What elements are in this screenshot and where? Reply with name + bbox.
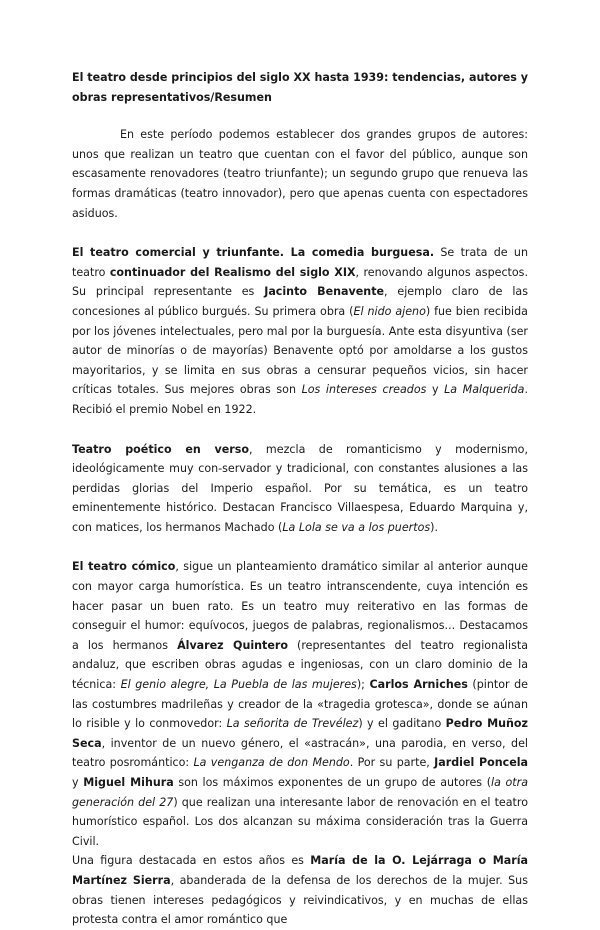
author-arniches: Carlos Arniches [369,678,468,692]
poetico-heading: Teatro poético en verso [72,442,249,456]
work-senorita-trevelez: La señorita de Trevélez [226,717,359,731]
work-la-malquerida: La Malquerida [444,383,525,397]
author-alvarez-quintero: Álvarez Quintero [177,638,288,652]
author-munoz-seca: Pedro Muñoz Seca [72,717,528,750]
comico-heading: El teatro cómico [72,560,176,574]
author-mihura: Miguel Mihura [83,776,174,789]
work-venganza-don-mendo: La venganza de don Mendo [193,756,350,770]
realismo-term: continuador del Realismo del siglo XIX [109,265,356,279]
author-benavente: Jacinto Benavente [264,285,385,299]
comercial-paragraph: El teatro comercial y triunfante. La comedia burguesa. Se trata de un teatro continuador del Realismo del siglo XIX, renovando algunos aspectos. Su principal representante es Jacinto Benavente, ejemplo claro de las concesiones al público burgués. Su primera obra (El nido ajeno) fue bien recibida por los jóvenes intelectuales, pero mal por la burguesía. Ante esta disyuntiva (ser autor de minorías o de mayorías) Benavente optó por amoldarse a los gustos mayoritarios, y se limita en sus obras a censurar pequeños vicios, sin hacer críticas totales. Sus mejores obras son Los intereses creados y La Malquerida. Recibió el premio Nobel en 1922. [72,246,528,416]
author-jardiel-poncela: Jardiel Poncela [434,756,529,770]
work-la-lola: La Lola se va a los puertos [282,520,431,534]
term-otra-generacion: la otra generación del 27 [72,776,529,809]
comico-paragraph: El teatro cómico, sigue un planteamiento dramático similar al anterior aunque con mayor carga humorística. Es un teatro intranscendente, cuya intención es hacer pasar un buen rato. Es un teatro muy reiterativo en las formas de conseguir el humor: equívocos, juegos de palabras, regionalismos... Destacamos a los hermanos Álvarez Quintero (representantes del teatro regionalista andaluz, que escriben obras agudas e ingeniosas, con un claro dominio de la técnica: El genio alegre, La Puebla de las mujeres); Carlos Arniches (pintor de las costumbres madrileñas y creador de la «tragedia grotesca», donde se aúnan lo risible y lo conmovedor: La señorita de Trevélez) y el gaditano Pedro Muñoz Seca, inventor de un nuevo género, el «astracán», una parodia, en verso, del teatro posromántico: La venganza de don Mendo. Por su parte, Jardiel Poncela y Miguel Mihura son los máximos exponentes de un grupo de autores (la otra generación del 27) que realizan una interesante labor de renovación en el teatro humorístico español. Los dos alcanzan su máxima consideración tras la Guerra Civil. [72,560,529,848]
lejarraga-paragraph: Una figura destacada en estos años es María de la O. Lejárraga o María Martínez Sierra, abanderada de la defensa de los derechos de la mujer. Sus obras tienen intereses pedagógicos y reivindicativos, y en muchas de ellas protesta contra el amor romántico que [72,854,528,927]
work-el-genio-alegre: El genio alegre, La Puebla de las mujeres [120,678,357,692]
work-el-nido-ajeno: El nido ajeno [353,304,426,318]
work-los-intereses-creados: Los intereses creados [301,383,427,397]
author-lejarraga: María de la O. Lejárraga o María Martínez Sierra [72,854,528,887]
comercial-heading: El teatro comercial y triunfante. La comedia burguesa. [72,246,435,260]
poetico-paragraph: Teatro poético en verso, mezcla de romanticismo y modernismo, ideológicamente muy con-servador y tradicional, con constantes alusiones a las perdidas glorias del Imperio español. Por su temática, es un teatro eminentemente histórico. Destacan Francisco Villaespesa, Eduardo Marquina y, con matices, los hermanos Machado (La Lola se va a los puertos). [72,442,528,534]
intro-paragraph: En este período podemos establecer dos grandes grupos de autores: unos que realizan un teatro que cuentan con el favor del público, aunque son escasamente renovadores (teatro triunfante); un segundo grupo que renueva las formas dramáticas (teatro innovador), pero que apenas cuenta con espectadores asiduos. [72,128,528,220]
document-title: El teatro desde principios del siglo XX hasta 1939: tendencias, autores y obras representativos/Resumen [72,71,528,104]
